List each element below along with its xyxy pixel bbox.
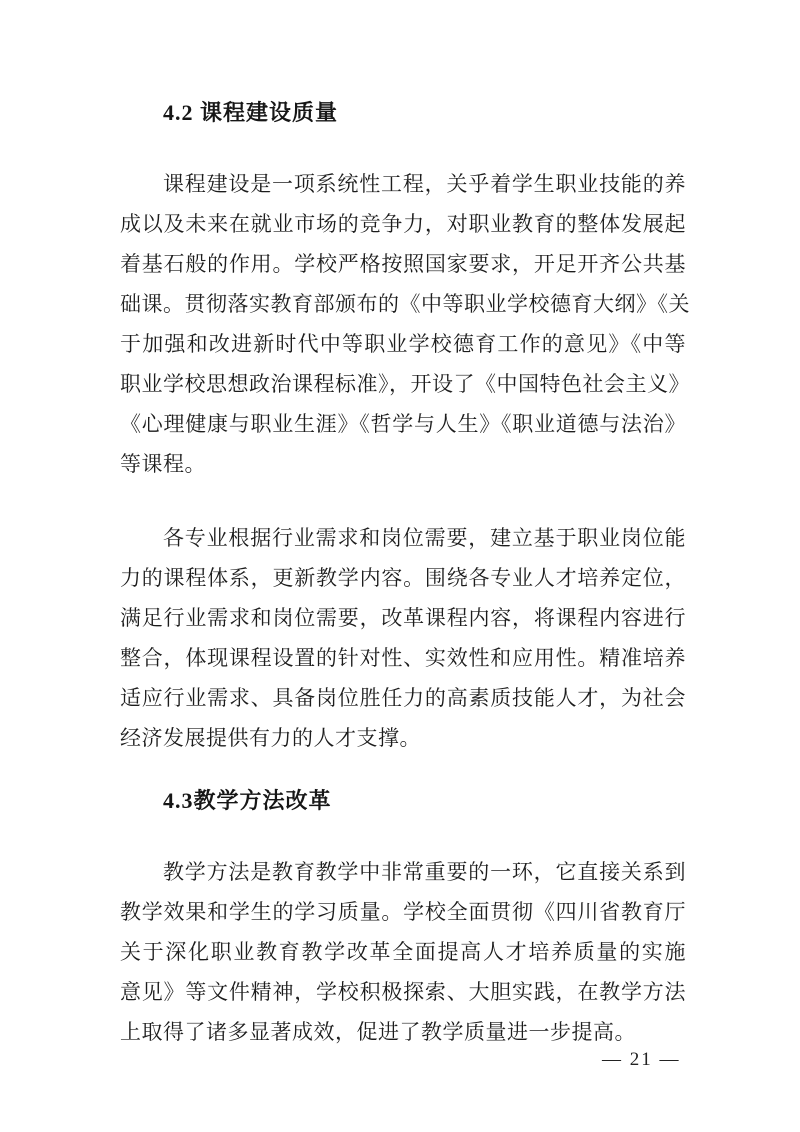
section-heading-4-3: 4.3教学方法改革 xyxy=(163,788,332,813)
paragraph-curriculum-overview xyxy=(120,164,690,484)
text-line: 满足行业需求和岗位需要，改革课程内容，将课程内容进行 xyxy=(120,606,686,630)
text-line: 职业学校思想政治课程标准》，开设了《中国特色社会主义》 xyxy=(120,372,690,396)
text-line: 课程建设是一项系统性工程，关乎着学生职业技能的养 xyxy=(163,172,686,196)
text-line: 经济发展提供有力的人才支撑。 xyxy=(120,726,421,750)
text-line: 于加强和改进新时代中等职业学校德育工作的意见》《中等 xyxy=(120,332,686,356)
text-line: 教学方法是教育教学中非常重要的一环，它直接关系到 xyxy=(163,860,686,884)
text-line: 力的课程体系，更新教学内容。围绕各专业人才培养定位， xyxy=(120,566,686,590)
section-heading-4-2: 4.2 课程建设质量 xyxy=(163,100,339,125)
text-line: 成以及未来在就业市场的竞争力，对职业教育的整体发展起 xyxy=(120,212,686,236)
page-number: — 21 — xyxy=(602,1049,681,1070)
text-line: 上取得了诸多显著成效，促进了教学质量进一步提高。 xyxy=(120,1020,636,1044)
text-line: 整合，体现课程设置的针对性、实效性和应用性。精准培养 xyxy=(120,646,686,670)
paragraph-course-system xyxy=(120,518,686,758)
text-line: 础课。贯彻落实教育部颁布的《中等职业学校德育大纲》《关 xyxy=(120,292,690,316)
text-line: 着基石般的作用。学校严格按照国家要求，开足开齐公共基 xyxy=(120,252,686,276)
text-line: 教学效果和学生的学习质量。学校全面贯彻《四川省教育厅 xyxy=(120,900,686,924)
text-line: 等课程。 xyxy=(120,452,206,476)
paragraph-teaching-methods xyxy=(120,852,686,1052)
text-line: 关于深化职业教育教学改革全面提高人才培养质量的实施 xyxy=(120,940,686,964)
text-line: 《心理健康与职业生涯》《哲学与人生》《职业道德与法治》 xyxy=(120,412,686,436)
text-line: 意见》等文件精神，学校积极探索、大胆实践，在教学方法 xyxy=(120,980,686,1004)
document-content xyxy=(120,96,690,1086)
text-line: 适应行业需求、具备岗位胜任力的高素质技能人才，为社会 xyxy=(120,686,686,710)
text-line: 各专业根据行业需求和岗位需要，建立基于职业岗位能 xyxy=(163,526,686,550)
